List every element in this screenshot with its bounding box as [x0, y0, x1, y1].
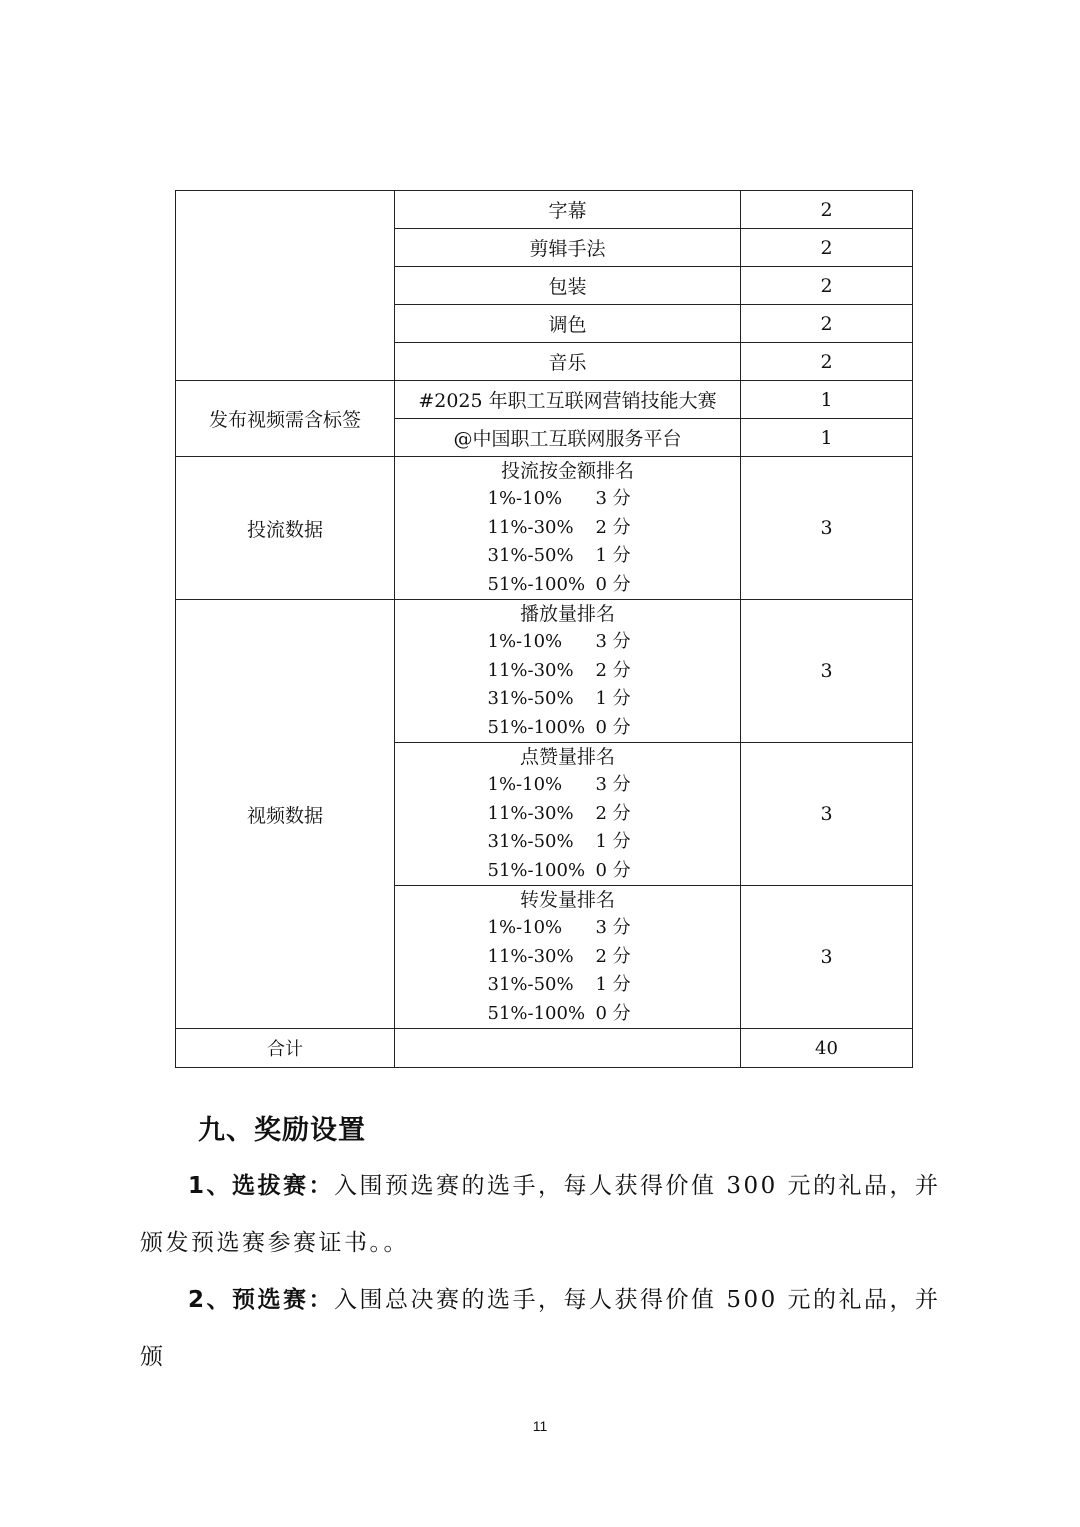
rank-tier: 11%-30% 2 分: [487, 659, 631, 681]
rank-criteria-cell: [395, 457, 741, 600]
total-label: 合计: [176, 1029, 395, 1068]
paragraph-lead: 2、预选赛：: [188, 1287, 335, 1313]
total-item-cell: [395, 1029, 741, 1068]
category-cell-continued: [176, 191, 395, 381]
award-paragraph: [140, 1272, 942, 1386]
score-cell: 2: [741, 343, 913, 381]
rank-tier: 51%-100% 0 分: [487, 859, 631, 881]
score-cell: 3: [741, 600, 913, 743]
item-cell: @中国职工互联网服务平台: [395, 419, 741, 457]
scoring-table: [175, 190, 913, 1068]
rank-tier: 51%-100% 0 分: [487, 716, 631, 738]
score-cell: 2: [741, 229, 913, 267]
score-cell: 2: [741, 267, 913, 305]
item-cell: 包装: [395, 267, 741, 305]
item-cell: 调色: [395, 305, 741, 343]
table-row: [176, 191, 913, 229]
rank-tier: 51%-100% 0 分: [487, 1002, 631, 1024]
page-number: 11: [532, 1418, 548, 1434]
category-cell: 视频数据: [176, 600, 395, 1029]
rank-tier: 31%-50% 1 分: [487, 974, 631, 995]
category-cell: 投流数据: [176, 457, 395, 600]
rank-tier: 11%-30% 2 分: [487, 516, 631, 538]
item-cell: 音乐: [395, 343, 741, 381]
total-row: [176, 1029, 913, 1068]
item-cell: #2025 年职工互联网营销技能大赛: [395, 381, 741, 419]
item-cell: 字幕: [395, 191, 741, 229]
rank-title: 播放量排名: [519, 603, 615, 625]
rank-tier: 1%-10% 3 分: [487, 917, 631, 938]
score-cell: 2: [741, 305, 913, 343]
award-paragraph: [140, 1158, 942, 1272]
score-cell: 3: [741, 743, 913, 886]
rank-tier: 31%-50% 1 分: [487, 831, 631, 852]
rank-tier: 51%-100% 0 分: [487, 573, 631, 595]
rank-tier: 31%-50% 1 分: [487, 688, 631, 709]
score-cell: 3: [741, 886, 913, 1029]
paragraph-lead: 1、选拔赛：: [188, 1173, 335, 1199]
score-cell: 1: [741, 419, 913, 457]
item-cell: 剪辑手法: [395, 229, 741, 267]
rank-tier: 11%-30% 2 分: [487, 802, 631, 824]
score-cell: 1: [741, 381, 913, 419]
score-cell: 2: [741, 191, 913, 229]
table-row: [176, 381, 913, 419]
rank-tier: 1%-10% 3 分: [487, 488, 631, 509]
rank-tier: 11%-30% 2 分: [487, 945, 631, 967]
rank-title: 转发量排名: [519, 889, 615, 911]
paragraph-text: 入围总决赛的选手，每人获得价值 500 元的礼品，并颁: [140, 1287, 941, 1370]
rank-tier: 1%-10% 3 分: [487, 774, 631, 795]
rank-title: 点赞量排名: [519, 746, 615, 768]
rank-tier: 31%-50% 1 分: [487, 545, 631, 566]
rank-tier: 1%-10% 3 分: [487, 631, 631, 652]
total-score: 40: [741, 1029, 913, 1068]
table-row: [176, 457, 913, 600]
score-cell: 3: [741, 457, 913, 600]
rank-criteria-cell: [395, 886, 741, 1029]
paragraph-text: 入围预选赛的选手，每人获得价值 300 元的礼品，并颁发预选赛参赛证书。。: [140, 1173, 941, 1256]
section-heading: 九、奖励设置: [198, 1115, 366, 1146]
table-row: [176, 600, 913, 743]
rank-criteria-cell: [395, 743, 741, 886]
category-cell: 发布视频需含标签: [176, 381, 395, 457]
rank-criteria-cell: [395, 600, 741, 743]
rank-title: 投流按金额排名: [500, 460, 634, 482]
